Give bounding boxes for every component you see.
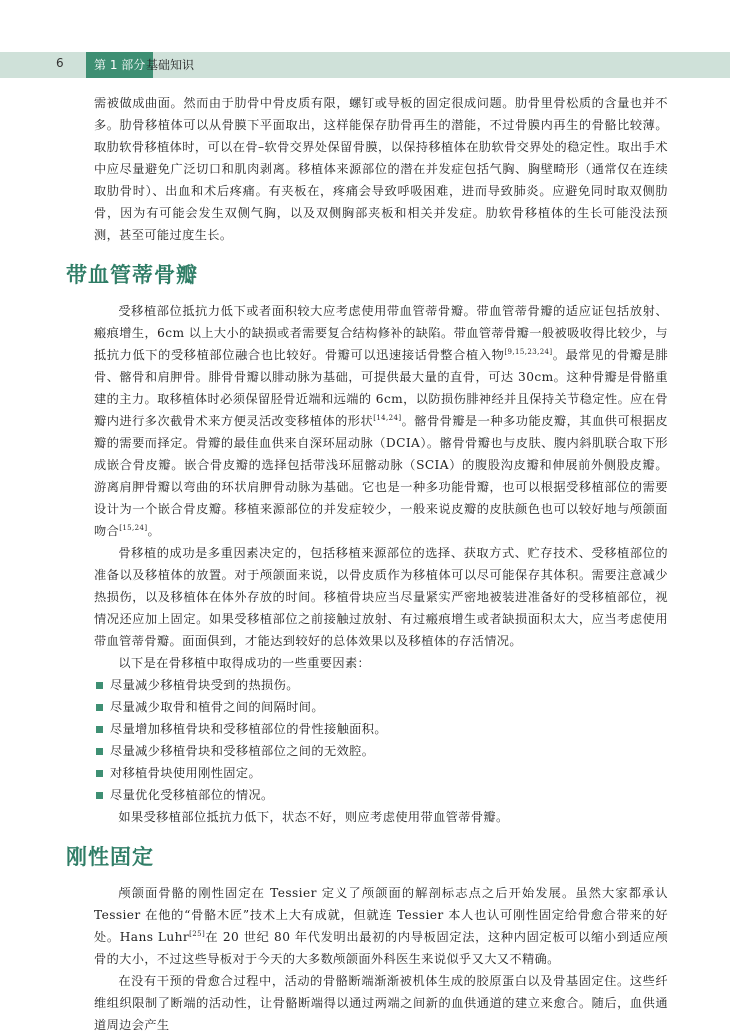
list-item: 尽量优化受移植部位的情况。 [94,784,668,806]
citation: [15,24] [119,523,148,532]
citation: [9,15,23,24] [504,347,553,356]
bullet-icon [96,726,103,733]
bullet-icon [96,748,103,755]
page-body [66,92,669,1036]
intro-paragraph: 需被做成曲面。然而由于肋骨中骨皮质有限，螺钉或导板的固定很成问题。肋骨里骨松质的含量也并不多。肋骨移植体可以从骨膜下平面取出，这样能保存肋骨再生的潜能，不过骨膜内再生的骨骼比较薄。取肋软骨移植体时，可以在骨–软骨交界处保留骨膜，以保持移植体在肋软骨交界处的稳定性。取出手术中应尽量避免广泛切口和肌肉剥离。移植体来源部位的潜在并发症包括气胸、胸壁畸形（通常仅在连续取肋骨时）、出血和术后疼痛。有夹板在，疼痛会导致呼吸困难，进而导致肺炎。应避免同时取双侧肋骨，因为有可能会发生双侧气胸，以及双侧胸部夹板和相关并发症。肋软骨移植体的生长可能没法预测，甚至可能过度生长。 [94,96,668,242]
bullet-icon [96,792,103,799]
text-span: 。髂骨骨瓣是一种多功能皮瓣，其血供可根据皮瓣的需要而择定。骨瓣的最佳血供来自深环屈动脉（DCIA）。髂骨骨瓣也与皮肤、腹内斜肌联合取下形成嵌合骨皮瓣。嵌合骨皮瓣的选择包括带浅环屈髂动脉（SCIA）的腹股沟皮瓣和伸展前外侧股皮瓣。游离肩胛骨瓣以弯曲的环状肩胛骨动脉为基础。它也是一种多功能骨瓣，也可以根据受移植部位的需要设计为一个嵌合骨皮瓣。移植来源部位的并发症较少，一般来说皮瓣的皮肤颜色也可以较好地与颅颌面吻合 [94,414,668,538]
list-intro: 以下是在骨移植中取得成功的一些重要因素： [118,656,371,670]
section-heading-vascularized-flap: 带血管蒂骨瓣 [66,263,198,287]
closing-sentence: 如果受移植部位抵抗力低下，状态不好，则应考虑使用带血管蒂骨瓣。 [118,810,509,824]
list-item: 尽量减少移植骨块受到的热损伤。 [94,674,668,696]
paragraph [94,300,668,542]
paragraph: 在没有干预的骨愈合过程中，活动的骨骼断端渐渐被机体生成的胶原蛋白以及骨基固定住。这些纤维组织限制了断端的活动性，让骨骼断端得以通过两端之间新的血供通道的建立来愈合。随后，血供通道周边会产生 [94,974,668,1032]
section-heading-rigid-fixation: 刚性固定 [66,845,154,869]
text-span: 。 [147,524,161,538]
bullet-icon [96,682,103,689]
success-factors-list [94,674,668,806]
paragraph: 骨移植的成功是多重因素决定的，包括移植来源部位的选择、获取方式、贮存技术、受移植部位的准备以及移植体的放置。对于颅颌面来说，以骨皮质作为移植体可以尽可能保存其体积。需要注意减少热损伤，以及移植体在体外存放的时间。移植骨块应当尽量紧实严密地被装进准备好的受移植部位，视情况还应加上固定。如果受移植部位之前接触过放射、有过瘢痕增生或者缺损面积太大，应当考虑使用带血管蒂骨瓣。面面俱到，才能达到较好的总体效果以及移植体的存活情况。 [94,546,668,648]
paragraph [94,882,668,970]
text-span: 颅颌面骨骼的刚性固定在 Tessier 定义了颅颌面的解剖标志点之后开始发展。虽然大家都承认 Tessier 在他的“骨骼木匠”技术上大有成就，但就连 Tessier 本人也认可刚性固定给骨愈合带来的好处。Hans Luhr [94,886,668,944]
list-item: 尽量增加移植骨块和受移植部位的骨性接触面积。 [94,718,668,740]
bullet-icon [96,770,103,777]
bullet-icon [96,704,103,711]
text-span: 在 20 世纪 80 年代发明出最初的内导板固定法，这种内固定板可以缩小到适应颅骨的大小，不过这些导板对于今天的大多数颅颌面外科医生来说似乎又大又不精确。 [94,930,669,966]
list-item: 尽量减少取骨和植骨之间的间隔时间。 [94,696,668,718]
page-number: 6 [56,56,64,70]
chapter-title: 基础知识 [146,58,195,72]
citation: [14,24] [373,413,402,422]
list-item: 尽量减少移植骨块和受移植部位之间的无效腔。 [94,740,668,762]
part-label: 第 1 部分 [86,52,153,78]
text-span: 。最常见的骨瓣是腓骨、髂骨和肩胛骨。腓骨骨瓣以腓动脉为基础，可提供最大量的直骨，可达 30cm。这种骨瓣是骨骼重建的主力。取移植体时必须保留胫骨近端和远端的 6cm，以防损伤腓神经并且保持关节稳定性。应在骨瓣内进行多次截骨术来方便灵活改变移植体的形状 [94,348,668,428]
list-item: 对移植骨块使用刚性固定。 [94,762,668,784]
citation: [25] [189,929,206,938]
text-span: 受移植部位抵抗力低下或者面积较大应考虑使用带血管蒂骨瓣。带血管蒂骨瓣的适应证包括放射、瘢痕增生，6cm 以上大小的缺损或者需要复合结构修补的缺陷。带血管蒂骨瓣一般被吸收得比较少，与抵抗力低下的受移植部位融合也比较好。骨瓣可以迅速接话骨整合植入物 [94,304,668,362]
